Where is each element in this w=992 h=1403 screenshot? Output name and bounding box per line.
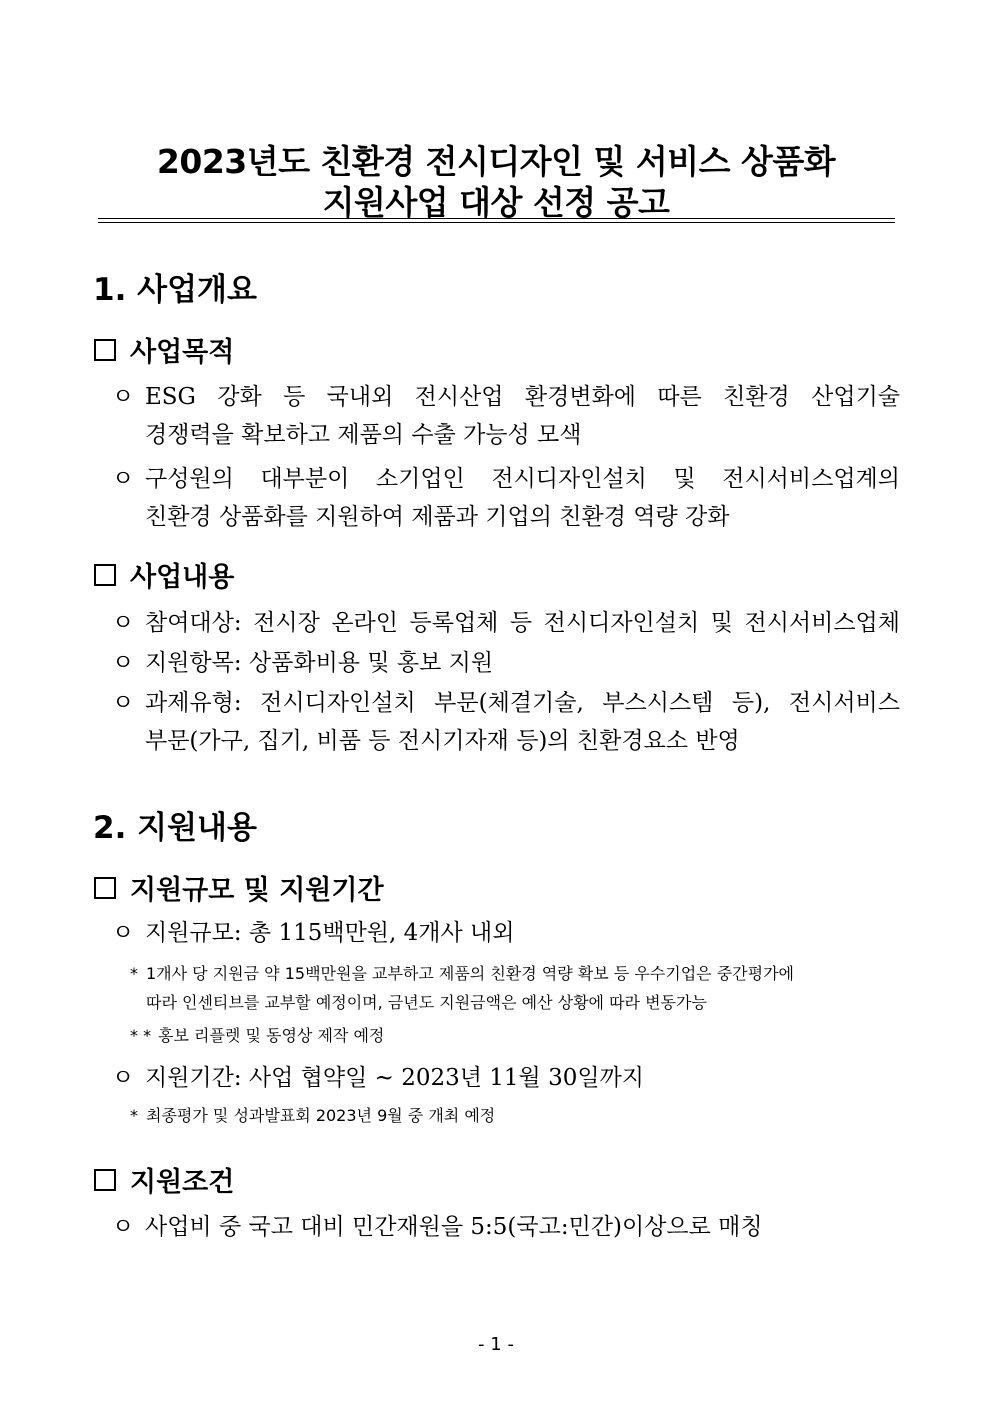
footnote [130,1022,384,1050]
title-rule-bottom [98,222,895,223]
checkbox-square-icon [94,1169,116,1191]
subsection-condition-label: 지원조건 [130,1167,235,1198]
list-item-text: 구성원의 대부분이 소기업인 전시디자인설치 및 전시서비스업계의 [145,466,900,492]
subsection-scale [94,868,384,907]
section-heading-support: 2. 지원내용 [93,810,257,846]
list-item [109,604,899,642]
subsection-condition [94,1160,234,1199]
footnote-marker: * * [130,1026,152,1045]
list-item [109,460,899,536]
list-item [109,1208,899,1246]
footnote-text: 1개사 당 지원금 약 15백만원을 교부하고 제품의 친환경 역량 확보 등 우수기업은 중간평가에 [146,964,794,983]
footnote-cont: 따라 인센티브를 교부할 예정이며, 금년도 지원금액은 예산 상황에 따라 변동가능 [146,993,707,1012]
list-item [109,644,899,682]
list-item-text: 지원기간: 사업 협약일 ~ 2023년 11월 30일까지 [145,1065,645,1091]
subsection-scale-label: 지원규모 및 지원기간 [130,875,384,906]
list-item-text: 사업비 중 국고 대비 민간재원을 5:5(국고:민간)이상으로 매칭 [145,1214,763,1240]
list-item-text: 참여대상: 전시장 온라인 등록업체 등 전시디자인설치 및 전시서비스업체 [145,610,900,636]
title-rule-top [98,218,895,219]
document-title-line2: 지원사업 대상 선정 공고 [322,183,670,222]
list-item-text: 과제유형: 전시디자인설치 부문(체결기술, 부스시스템 등), 전시서비스 [145,690,900,716]
bullet-marker: ㅇ [111,466,135,492]
footnote [130,1102,495,1130]
checkbox-square-icon [94,564,116,586]
list-item-text: ESG 강화 등 국내외 전시산업 환경변화에 따른 친환경 산업기술 [145,384,900,410]
section-heading-overview: 1. 사업개요 [93,272,257,308]
subsection-purpose-label: 사업목적 [130,337,235,368]
footnote [130,960,794,988]
footnote-marker: * [130,1106,138,1125]
list-item [109,378,899,454]
footnote-text: 홍보 리플렛 및 동영상 제작 예정 [158,1026,385,1045]
subsection-content [94,555,234,594]
list-item-text-cont: 부문(가구, 집기, 비품 등 전시기자재 등)의 친환경요소 반영 [145,728,740,754]
document-title-line1: 2023년도 친환경 전시디자인 및 서비스 상품화 [156,142,836,181]
list-item [109,684,899,760]
bullet-marker: ㅇ [111,610,135,636]
footnote-text: 최종평가 및 성과발표회 2023년 9월 중 개최 예정 [146,1106,496,1125]
page-number: - 1 - [478,1334,514,1355]
checkbox-square-icon [94,339,116,361]
bullet-marker: ㅇ [111,384,135,410]
list-item [109,914,899,952]
list-item [109,1059,899,1097]
subsection-purpose [94,330,234,369]
bullet-marker: ㅇ [111,650,135,676]
list-item-text-cont: 친환경 상품화를 지원하여 제품과 기업의 친환경 역량 강화 [145,504,730,530]
subsection-content-label: 사업내용 [130,562,235,593]
list-item-text-cont: 경쟁력을 확보하고 제품의 수출 가능성 모색 [145,422,582,448]
footnote-marker: * [130,964,138,983]
list-item-text: 지원항목: 상품화비용 및 홍보 지원 [145,650,494,676]
bullet-marker: ㅇ [111,1214,135,1240]
checkbox-square-icon [94,877,116,899]
bullet-marker: ㅇ [111,920,135,946]
bullet-marker: ㅇ [111,690,135,716]
bullet-marker: ㅇ [111,1065,135,1091]
list-item-text: 지원규모: 총 115백만원, 4개사 내외 [145,920,515,946]
